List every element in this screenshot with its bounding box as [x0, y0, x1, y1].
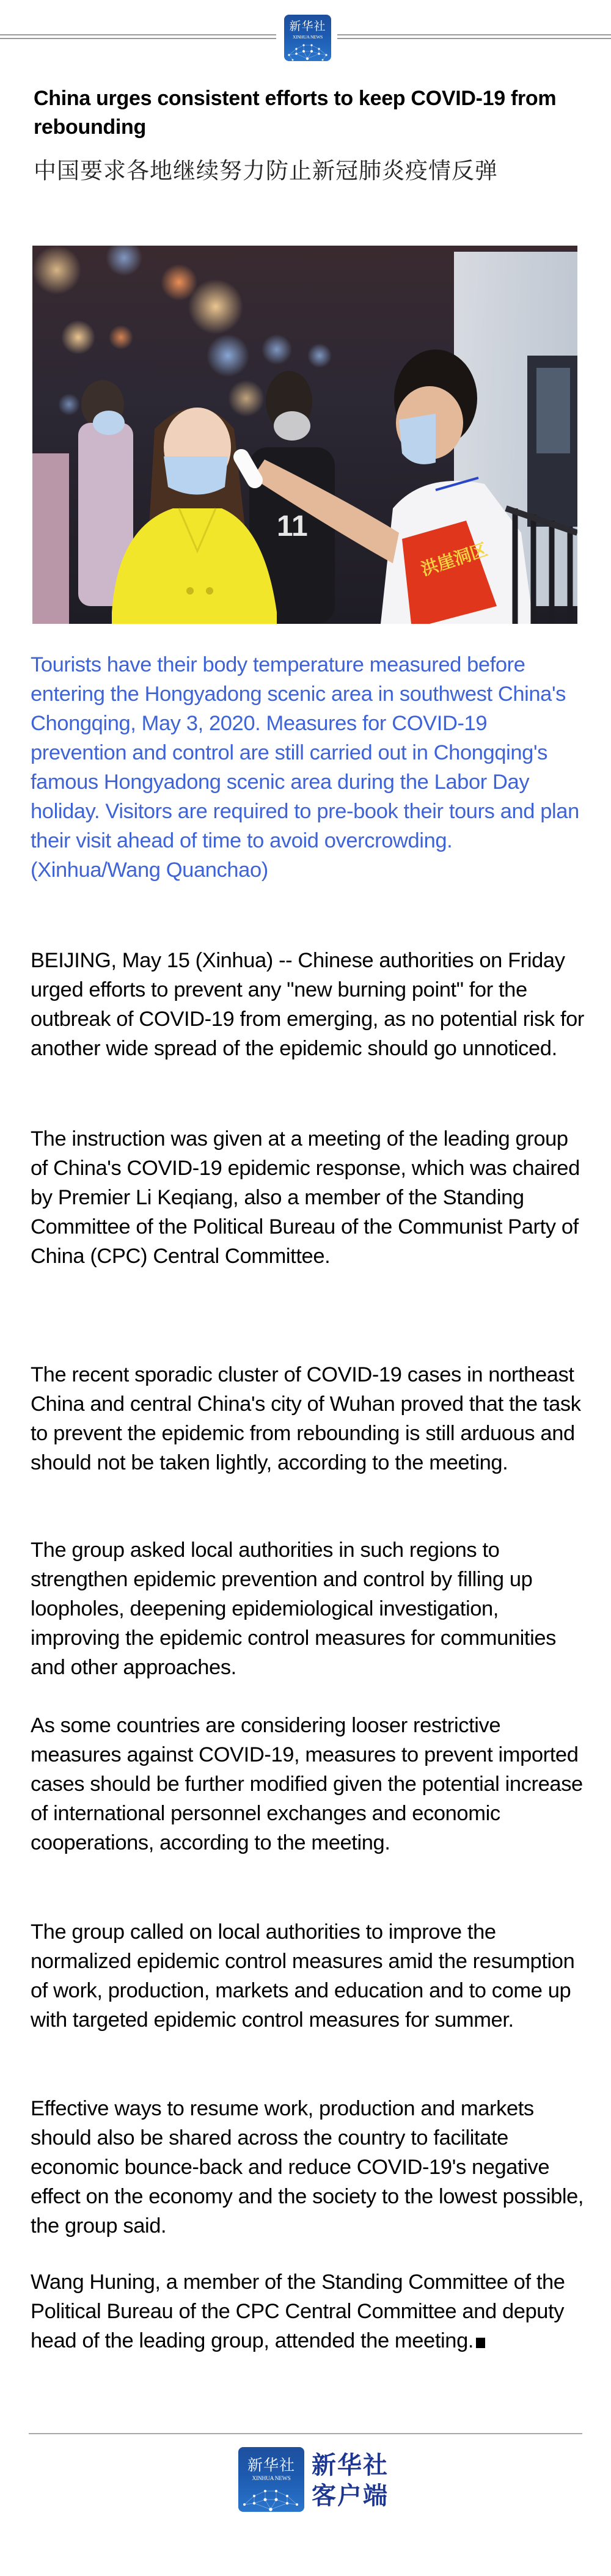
header-divider-left — [0, 34, 276, 39]
article-paragraph: The group called on local authorities to improve the normalized epidemic control measures amid the resumption of work, production, markets and education and to come up with targeted epidemic control measures for summer. — [31, 1920, 575, 2032]
article-paragraph-final — [31, 2267, 587, 2355]
network-dots-icon — [238, 2485, 304, 2512]
article-paragraph: The group asked local authorities in such regions to strengthen epidemic prevention and control by filling up loopholes, deepening epidemiological investigation, improving the epidemic control measures for communities and other approaches. — [31, 1539, 557, 1679]
final-paragraph-text: Wang Huning, a member of the Standing Committee of the Political Bureau of the CPC Central Committee and deputy head of the leading group, attended the meeting. — [31, 2270, 565, 2352]
logo-english-text: XINHUA NEWS — [293, 34, 323, 40]
footer-divider — [29, 2433, 582, 2434]
article-paragraph: As some countries are considering looser restrictive measures against COVID-19, measures to prevent imported cases should be further modified given the potential increase of international personnel exchanges and economic cooperations, according to the meeting. — [31, 1714, 583, 1854]
article-paragraph: BEIJING, May 15 (Xinhua) -- Chinese authorities on Friday urged efforts to prevent any "new burning point" for the outbreak of COVID-19 from emerging, as no potential risk for another wide spread of the epidemic should go unnoticed. — [31, 949, 585, 1060]
page-header — [0, 0, 611, 67]
photo-caption: Tourists have their body temperature measured before entering the Hongyadong scenic area in southwest China's Chongqing, May 3, 2020. Measures for COVID-19 prevention and control are still carried out in Chongqing's famous Hongyadong scenic area during the Labor Day holiday. Visitors are required to pre-book their tours and plan their visit ahead of time to avoid overcrowding. (Xinhua/Wang Quanchao) — [31, 653, 579, 882]
footer-brand-text — [312, 2450, 391, 2511]
article-paragraph: The instruction was given at a meeting of the leading group of China's COVID-19 epidemic response, which was chaired by Premier Li Keqiang, also a member of the Standing Committee of the Political Bureau of the Communist Party of China (CPC) Central Committee. — [31, 1127, 580, 1268]
network-dots-icon — [284, 40, 331, 61]
article-photo — [32, 246, 577, 624]
armband-text: 洪崖洞区 — [418, 539, 490, 580]
article-title: China urges consistent efforts to keep COVID-19 from rebounding — [34, 87, 557, 139]
end-of-article-mark — [476, 2338, 485, 2348]
footer-xinhua-app-logo — [238, 2447, 304, 2512]
logo-chinese-text: 新华社 — [289, 20, 326, 33]
article-subtitle-chinese: 中国要求各地继续努力防止新冠肺炎疫情反弹 — [34, 158, 498, 184]
footer-brand-line-1: 新华社 — [312, 2451, 389, 2479]
footer-logo-english-text: XINHUA NEWS — [252, 2476, 291, 2482]
header-divider-right — [337, 34, 611, 39]
article-paragraph: The recent sporadic cluster of COVID-19 cases in northeast China and central China's city of Wuhan proved that the task to prevent the epidemic from rebounding is still arduous and should not be taken lightly, according to the meeting. — [31, 1363, 581, 1474]
photo-illustration — [32, 246, 577, 624]
footer-logo-chinese-text: 新华社 — [247, 2456, 295, 2474]
xinhua-logo — [284, 15, 331, 61]
footer-brand-line-2: 客户端 — [312, 2482, 389, 2510]
svg-text:11: 11 — [277, 510, 308, 543]
article-paragraph: Effective ways to resume work, production and markets should also be shared across the country to facilitate economic bounce-back and reduce COVID-19's negative effect on the economy and the society to the lowest possible, the group said. — [31, 2097, 584, 2238]
